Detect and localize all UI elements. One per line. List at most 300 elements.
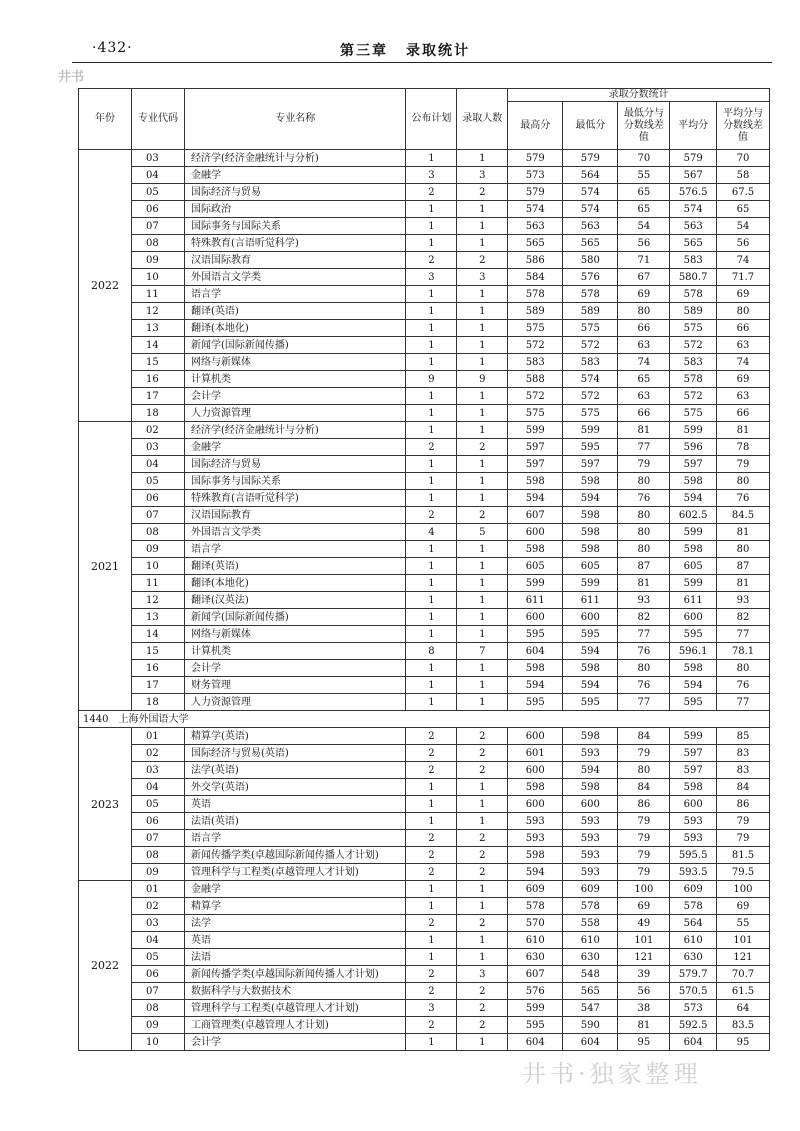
table-row	[79, 439, 770, 456]
plan-cell: 3	[406, 167, 457, 184]
avg-diff-cell: 80	[716, 303, 769, 320]
plan-cell: 1	[406, 575, 457, 592]
avg-diff-cell: 80	[716, 541, 769, 558]
min-diff-cell: 55	[618, 167, 670, 184]
avg-cell: 599	[670, 524, 717, 541]
code-cell: 07	[131, 218, 184, 235]
code-cell: 13	[131, 320, 184, 337]
avg-cell: 572	[670, 388, 717, 405]
plan-cell: 2	[406, 983, 457, 1000]
admitted-cell: 2	[457, 864, 508, 881]
plan-cell: 1	[406, 218, 457, 235]
min-diff-cell: 77	[618, 694, 670, 711]
admitted-cell: 1	[457, 881, 508, 898]
admitted-cell: 1	[457, 337, 508, 354]
avg-cell: 579	[670, 150, 717, 167]
avg-cell: 564	[670, 915, 717, 932]
min-cell: 579	[563, 150, 618, 167]
avg-diff-cell: 78.1	[716, 643, 769, 660]
admitted-cell: 1	[457, 473, 508, 490]
code-cell: 04	[131, 167, 184, 184]
avg-cell: 598	[670, 541, 717, 558]
plan-cell: 1	[406, 813, 457, 830]
max-cell: 583	[508, 354, 563, 371]
avg-diff-cell: 61.5	[716, 983, 769, 1000]
min-cell: 598	[563, 728, 618, 745]
avg-diff-cell: 69	[716, 898, 769, 915]
admitted-cell: 1	[457, 405, 508, 422]
admitted-cell: 2	[457, 439, 508, 456]
code-cell: 08	[131, 847, 184, 864]
min-cell: 598	[563, 779, 618, 796]
avg-diff-cell: 79.5	[716, 864, 769, 881]
admitted-cell: 9	[457, 371, 508, 388]
avg-cell: 599	[670, 422, 717, 439]
min-diff-cell: 39	[618, 966, 670, 983]
table-row	[79, 422, 770, 439]
avg-cell: 604	[670, 1034, 717, 1051]
min-cell: 594	[563, 643, 618, 660]
avg-cell: 597	[670, 456, 717, 473]
name-cell: 法学(英语)	[184, 762, 406, 779]
avg-cell: 575	[670, 405, 717, 422]
min-cell: 595	[563, 626, 618, 643]
avg-diff-cell: 69	[716, 371, 769, 388]
admitted-cell: 1	[457, 235, 508, 252]
avg-cell: 570.5	[670, 983, 717, 1000]
code-cell: 14	[131, 626, 184, 643]
avg-cell: 609	[670, 881, 717, 898]
max-cell: 604	[508, 1034, 563, 1051]
avg-cell: 579.7	[670, 966, 717, 983]
header-rule	[72, 62, 772, 63]
max-cell: 598	[508, 541, 563, 558]
admitted-cell: 1	[457, 1034, 508, 1051]
min-cell: 610	[563, 932, 618, 949]
min-diff-cell: 80	[618, 524, 670, 541]
name-cell: 金融学	[184, 881, 406, 898]
admitted-cell: 1	[457, 796, 508, 813]
min-diff-cell: 66	[618, 405, 670, 422]
min-cell: 597	[563, 456, 618, 473]
min-cell: 565	[563, 235, 618, 252]
code-cell: 06	[131, 966, 184, 983]
admitted-cell: 1	[457, 660, 508, 677]
table-row	[79, 184, 770, 201]
publisher-logo: 井书	[58, 70, 85, 85]
name-cell: 网络与新媒体	[184, 354, 406, 371]
min-cell: 589	[563, 303, 618, 320]
table-row	[79, 575, 770, 592]
min-cell: 574	[563, 184, 618, 201]
avg-diff-cell: 74	[716, 252, 769, 269]
avg-cell: 583	[670, 354, 717, 371]
min-cell: 593	[563, 864, 618, 881]
name-cell: 会计学	[184, 660, 406, 677]
min-diff-cell: 69	[618, 286, 670, 303]
max-cell: 600	[508, 524, 563, 541]
table-row	[79, 813, 770, 830]
avg-diff-cell: 70.7	[716, 966, 769, 983]
max-cell: 575	[508, 320, 563, 337]
min-diff-cell: 63	[618, 388, 670, 405]
table-row	[79, 456, 770, 473]
table-row	[79, 524, 770, 541]
page-number: ·432·	[92, 40, 133, 56]
admitted-cell: 2	[457, 184, 508, 201]
avg-cell: 600	[670, 609, 717, 626]
avg-cell: 563	[670, 218, 717, 235]
name-cell: 网络与新媒体	[184, 626, 406, 643]
table-row	[79, 286, 770, 303]
min-diff-cell: 56	[618, 235, 670, 252]
avg-diff-cell: 83	[716, 762, 769, 779]
min-diff-cell: 67	[618, 269, 670, 286]
code-cell: 05	[131, 184, 184, 201]
min-diff-cell: 56	[618, 983, 670, 1000]
avg-diff-cell: 86	[716, 796, 769, 813]
avg-diff-cell: 63	[716, 337, 769, 354]
year-cell: 2022	[79, 881, 132, 1051]
max-cell: 593	[508, 813, 563, 830]
max-cell: 574	[508, 201, 563, 218]
header-min: 最低分	[563, 102, 618, 150]
year-cell: 2022	[79, 150, 132, 422]
max-cell: 565	[508, 235, 563, 252]
code-cell: 04	[131, 456, 184, 473]
plan-cell: 1	[406, 881, 457, 898]
plan-cell: 1	[406, 677, 457, 694]
name-cell: 经济学(经济金融统计与分析)	[184, 422, 406, 439]
max-cell: 605	[508, 558, 563, 575]
min-diff-cell: 76	[618, 490, 670, 507]
avg-cell: 595	[670, 694, 717, 711]
avg-cell: 565	[670, 235, 717, 252]
avg-cell: 605	[670, 558, 717, 575]
max-cell: 611	[508, 592, 563, 609]
min-diff-cell: 79	[618, 813, 670, 830]
avg-cell: 567	[670, 167, 717, 184]
admitted-cell: 1	[457, 303, 508, 320]
avg-diff-cell: 95	[716, 1034, 769, 1051]
min-diff-cell: 65	[618, 201, 670, 218]
code-cell: 02	[131, 745, 184, 762]
min-diff-cell: 77	[618, 626, 670, 643]
plan-cell: 2	[406, 252, 457, 269]
table-row	[79, 1017, 770, 1034]
min-cell: 578	[563, 898, 618, 915]
avg-cell: 580.7	[670, 269, 717, 286]
table-row	[79, 303, 770, 320]
min-diff-cell: 95	[618, 1034, 670, 1051]
max-cell: 599	[508, 575, 563, 592]
name-cell: 法学	[184, 915, 406, 932]
max-cell: 594	[508, 490, 563, 507]
plan-cell: 1	[406, 541, 457, 558]
avg-cell: 594	[670, 677, 717, 694]
avg-cell: 573	[670, 1000, 717, 1017]
admitted-cell: 1	[457, 677, 508, 694]
table-row	[79, 898, 770, 915]
max-cell: 563	[508, 218, 563, 235]
admitted-cell: 1	[457, 898, 508, 915]
min-diff-cell: 80	[618, 473, 670, 490]
min-diff-cell: 79	[618, 864, 670, 881]
admitted-cell: 1	[457, 286, 508, 303]
plan-cell: 1	[406, 694, 457, 711]
max-cell: 570	[508, 915, 563, 932]
avg-diff-cell: 70	[716, 150, 769, 167]
avg-diff-cell: 64	[716, 1000, 769, 1017]
avg-diff-cell: 76	[716, 490, 769, 507]
min-diff-cell: 101	[618, 932, 670, 949]
plan-cell: 1	[406, 626, 457, 643]
min-cell: 594	[563, 677, 618, 694]
min-diff-cell: 93	[618, 592, 670, 609]
avg-cell: 578	[670, 371, 717, 388]
code-cell: 07	[131, 983, 184, 1000]
min-cell: 595	[563, 694, 618, 711]
min-diff-cell: 66	[618, 320, 670, 337]
admitted-cell: 1	[457, 626, 508, 643]
min-diff-cell: 80	[618, 507, 670, 524]
avg-cell: 595	[670, 626, 717, 643]
table-row	[79, 796, 770, 813]
name-cell: 汉语国际教育	[184, 507, 406, 524]
max-cell: 595	[508, 694, 563, 711]
admitted-cell: 2	[457, 762, 508, 779]
min-cell: 600	[563, 796, 618, 813]
table-row	[79, 983, 770, 1000]
table-row	[79, 745, 770, 762]
name-cell: 财务管理	[184, 677, 406, 694]
min-cell: 630	[563, 949, 618, 966]
admitted-cell: 1	[457, 609, 508, 626]
admitted-cell: 1	[457, 813, 508, 830]
admitted-cell: 1	[457, 949, 508, 966]
max-cell: 575	[508, 405, 563, 422]
max-cell: 578	[508, 898, 563, 915]
avg-cell: 596	[670, 439, 717, 456]
name-cell: 经济学(经济金融统计与分析)	[184, 150, 406, 167]
avg-cell: 611	[670, 592, 717, 609]
avg-cell: 595.5	[670, 847, 717, 864]
min-cell: 563	[563, 218, 618, 235]
name-cell: 数据科学与大数据技术	[184, 983, 406, 1000]
table-row	[79, 1034, 770, 1051]
avg-diff-cell: 63	[716, 388, 769, 405]
university-row: 1440 上海外国语大学	[79, 711, 770, 728]
table-row	[79, 728, 770, 745]
table-row	[79, 354, 770, 371]
avg-cell: 574	[670, 201, 717, 218]
min-diff-cell: 65	[618, 184, 670, 201]
header-avg-diff: 平均分与分数线差值	[716, 102, 769, 150]
table-row	[79, 779, 770, 796]
avg-cell: 597	[670, 762, 717, 779]
avg-cell: 572	[670, 337, 717, 354]
avg-diff-cell: 81	[716, 524, 769, 541]
avg-diff-cell: 77	[716, 694, 769, 711]
name-cell: 外国语言文学类	[184, 524, 406, 541]
avg-cell: 598	[670, 779, 717, 796]
header-admitted: 录取人数	[457, 89, 508, 150]
code-cell: 06	[131, 490, 184, 507]
plan-cell: 1	[406, 1034, 457, 1051]
chapter-title	[340, 40, 470, 60]
min-diff-cell: 70	[618, 150, 670, 167]
name-cell: 计算机类	[184, 643, 406, 660]
table-row	[79, 320, 770, 337]
code-cell: 08	[131, 524, 184, 541]
year-cell: 2023	[79, 728, 132, 881]
admitted-cell: 3	[457, 269, 508, 286]
avg-diff-cell: 76	[716, 677, 769, 694]
header-avg: 平均分	[670, 102, 717, 150]
admitted-cell: 7	[457, 643, 508, 660]
avg-cell: 598	[670, 473, 717, 490]
table-row	[79, 235, 770, 252]
code-cell: 11	[131, 286, 184, 303]
plan-cell: 2	[406, 507, 457, 524]
plan-cell: 1	[406, 456, 457, 473]
admitted-cell: 1	[457, 490, 508, 507]
name-cell: 国际经济与贸易(英语)	[184, 745, 406, 762]
code-cell: 16	[131, 371, 184, 388]
code-cell: 04	[131, 779, 184, 796]
min-cell: 609	[563, 881, 618, 898]
table-row	[79, 626, 770, 643]
watermark: 井书·独家整理	[522, 1060, 702, 1088]
avg-diff-cell: 93	[716, 592, 769, 609]
table-row	[79, 371, 770, 388]
max-cell: 598	[508, 473, 563, 490]
name-cell: 计算机类	[184, 371, 406, 388]
max-cell: 594	[508, 864, 563, 881]
max-cell: 600	[508, 762, 563, 779]
min-cell: 578	[563, 286, 618, 303]
min-diff-cell: 69	[618, 898, 670, 915]
name-cell: 工商管理类(卓越管理人才计划)	[184, 1017, 406, 1034]
plan-cell: 2	[406, 1017, 457, 1034]
code-cell: 09	[131, 1017, 184, 1034]
min-cell: 604	[563, 1034, 618, 1051]
avg-diff-cell: 79	[716, 813, 769, 830]
name-cell: 特殊教育(言语听觉科学)	[184, 490, 406, 507]
name-cell: 特殊教育(言语听觉科学)	[184, 235, 406, 252]
plan-cell: 1	[406, 405, 457, 422]
plan-cell: 1	[406, 660, 457, 677]
plan-cell: 2	[406, 439, 457, 456]
name-cell: 新闻学(国际新闻传播)	[184, 609, 406, 626]
name-cell: 翻译(本地化)	[184, 575, 406, 592]
admitted-cell: 2	[457, 745, 508, 762]
avg-cell: 597	[670, 745, 717, 762]
code-cell: 16	[131, 660, 184, 677]
code-cell: 13	[131, 609, 184, 626]
name-cell: 金融学	[184, 167, 406, 184]
avg-cell: 602.5	[670, 507, 717, 524]
code-cell: 15	[131, 354, 184, 371]
table-row	[79, 150, 770, 167]
avg-diff-cell: 66	[716, 320, 769, 337]
min-diff-cell: 81	[618, 1017, 670, 1034]
code-cell: 05	[131, 949, 184, 966]
code-cell: 07	[131, 830, 184, 847]
avg-diff-cell: 69	[716, 286, 769, 303]
min-diff-cell: 80	[618, 762, 670, 779]
table-row	[79, 388, 770, 405]
avg-cell: 596.1	[670, 643, 717, 660]
admitted-cell: 1	[457, 354, 508, 371]
max-cell: 607	[508, 966, 563, 983]
max-cell: 576	[508, 983, 563, 1000]
chapter-subtitle: 录取统计	[406, 43, 470, 59]
avg-diff-cell: 101	[716, 932, 769, 949]
code-cell: 02	[131, 898, 184, 915]
code-cell: 18	[131, 405, 184, 422]
max-cell: 597	[508, 439, 563, 456]
min-cell: 598	[563, 541, 618, 558]
name-cell: 外交学(英语)	[184, 779, 406, 796]
table-row	[79, 541, 770, 558]
code-cell: 03	[131, 150, 184, 167]
avg-diff-cell: 81	[716, 575, 769, 592]
admitted-cell: 3	[457, 966, 508, 983]
max-cell: 599	[508, 1000, 563, 1017]
plan-cell: 2	[406, 915, 457, 932]
plan-cell: 1	[406, 949, 457, 966]
name-cell: 国际事务与国际关系	[184, 218, 406, 235]
table-row	[79, 881, 770, 898]
min-cell: 593	[563, 813, 618, 830]
plan-cell: 1	[406, 303, 457, 320]
name-cell: 语言学	[184, 286, 406, 303]
header-name: 专业名称	[184, 89, 406, 150]
min-diff-cell: 79	[618, 830, 670, 847]
code-cell: 03	[131, 439, 184, 456]
admitted-cell: 1	[457, 388, 508, 405]
plan-cell: 8	[406, 643, 457, 660]
name-cell: 外国语言文学类	[184, 269, 406, 286]
table-row	[79, 949, 770, 966]
min-cell: 599	[563, 422, 618, 439]
plan-cell: 1	[406, 354, 457, 371]
avg-diff-cell: 81.5	[716, 847, 769, 864]
plan-cell: 2	[406, 728, 457, 745]
avg-diff-cell: 58	[716, 167, 769, 184]
admitted-cell: 2	[457, 728, 508, 745]
plan-cell: 2	[406, 745, 457, 762]
name-cell: 翻译(英语)	[184, 303, 406, 320]
min-diff-cell: 82	[618, 609, 670, 626]
avg-diff-cell: 84.5	[716, 507, 769, 524]
admitted-cell: 2	[457, 847, 508, 864]
name-cell: 金融学	[184, 439, 406, 456]
min-cell: 572	[563, 388, 618, 405]
code-cell: 15	[131, 643, 184, 660]
min-cell: 593	[563, 830, 618, 847]
admitted-cell: 1	[457, 320, 508, 337]
table-row	[79, 932, 770, 949]
name-cell: 翻译(汉英法)	[184, 592, 406, 609]
min-cell: 575	[563, 405, 618, 422]
min-diff-cell: 76	[618, 677, 670, 694]
avg-diff-cell: 66	[716, 405, 769, 422]
avg-cell: 578	[670, 898, 717, 915]
plan-cell: 3	[406, 269, 457, 286]
avg-diff-cell: 100	[716, 881, 769, 898]
